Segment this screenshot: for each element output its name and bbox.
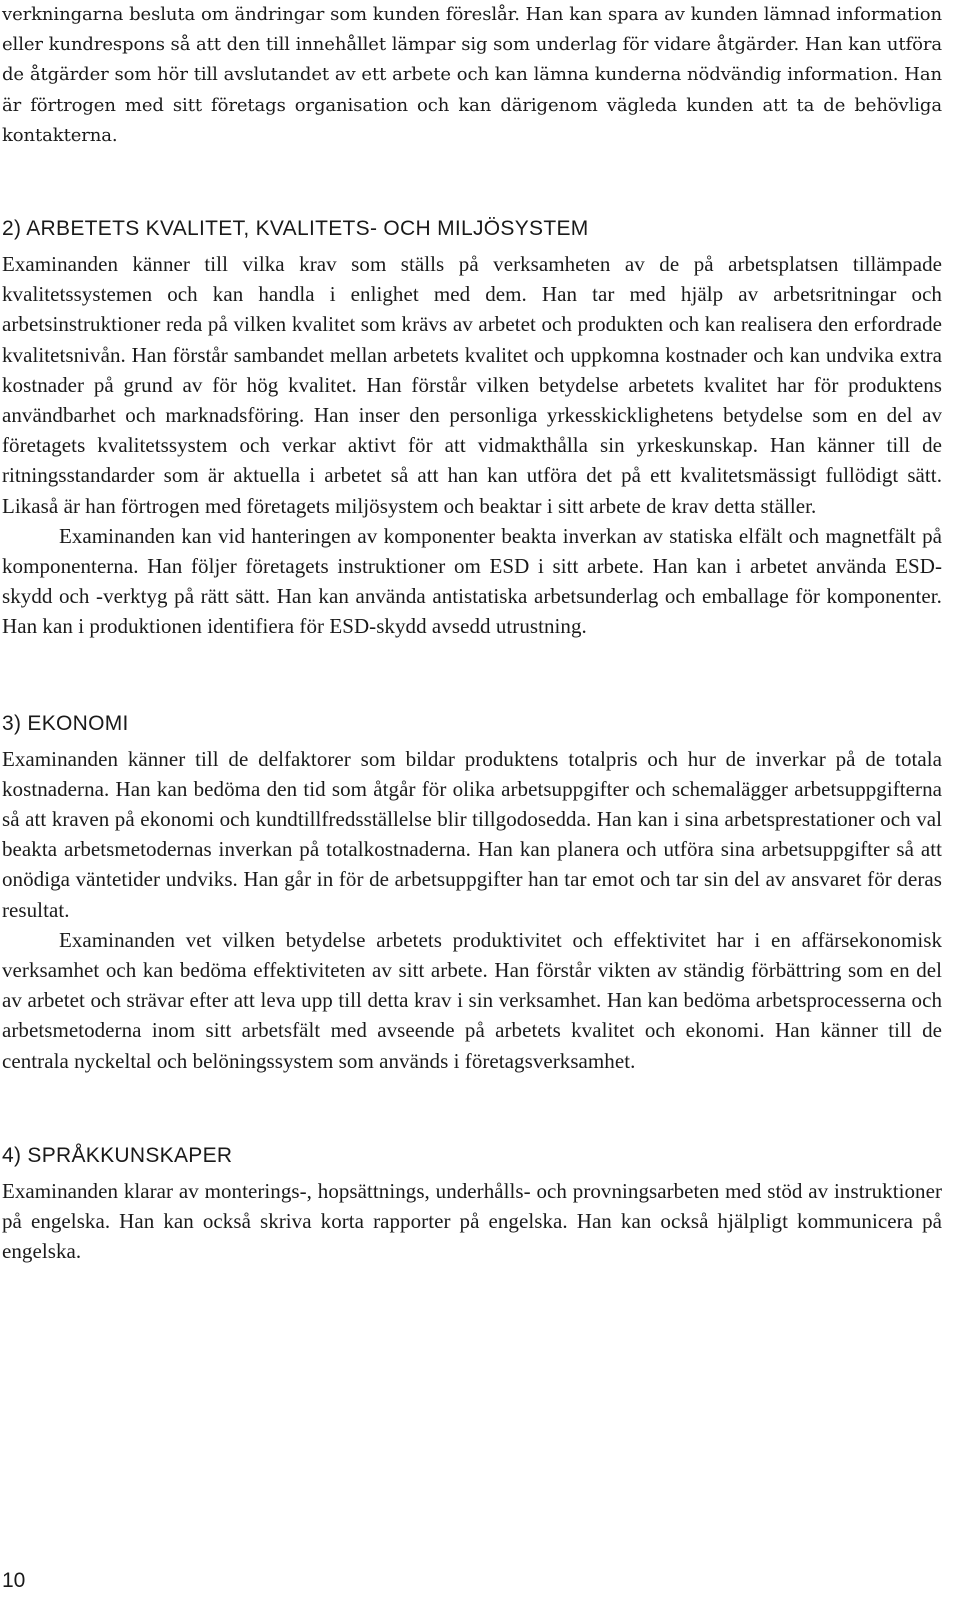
language-paragraph-1: Examinanden klarar av monterings-, hopsättnings, underhålls- och provningsarbeten med stöd av instruktioner på engelska. Han kan också skriva korta rapporter på engelska. Han kan också hjälpligt kommunicera på engelska. [2,1178,942,1264]
section-economy [2,710,942,1076]
section-heading-economy: 3) EKONOMI [2,711,129,735]
economy-paragraph-1: Examinanden känner till de delfaktorer som bildar produktens totalpris och hur de inverkar på de totala kostnaderna. Han kan bedöma den tid som åtgår för olika arbetsuppgifter och schemalägger arbetsuppgifterna så att kraven på ekonomi och kundtillfredsställelse blir tillgodosedda. Han kan i sina arbetsprestationer och val beakta arbetsmetodernas inverkan på totalkostnaderna. Han kan planera och utföra sina arbetsuppgifter så att onödiga väntetider undviks. Han går in för de arbetsuppgifter han tar emot och tar sin del av ansvaret för deras resultat. [2,746,942,922]
section-quality [2,215,942,642]
quality-paragraph-2: Examinanden kan vid hanteringen av komponenter beakta inverkan av statiska elfält och magnetfält på komponenterna. Han följer företagets instruktioner om ESD i sitt arbete. Han kan i arbetet använda ESD-skydd och -verktyg på rätt sätt. Han kan använda antistatiska arbetsunderlag och emballage för komponenter. Han kan i produktionen identifiera för ESD-skydd avsedd utrustning. [2,523,942,639]
section-language [2,1142,942,1267]
section-heading-language: 4) SPRÅKKUNSKAPER [2,1143,233,1167]
intro-paragraph: verkningarna besluta om ändringar som kunden föreslår. Han kan spara av kunden lämnad information eller kundrespons så att den till innehållet lämpar sig som underlag för vidare åtgärder. Han kan utföra de åtgärder som hör till avslutandet av ett arbete och kan lämna kunderna nödvändig information. Han är förtrogen med sitt företags organisation och kan därigenom vägleda kunden att ta de behövliga kontakterna. [2,4,942,146]
section-heading-quality: 2) ARBETETS KVALITET, KVALITETS- OCH MILJÖSYSTEM [2,217,589,241]
economy-paragraph-2: Examinanden vet vilken betydelse arbetets produktivitet och effektivitet har i en affärsekonomisk verksamhet och kan bedöma effektiviteten av sitt arbete. Han förstår vikten av ständig förbättring som en del av arbetet och strävar efter att leva upp till detta krav i sin verksamhet. Han kan bedöma arbetsprocesserna och arbetsmetoderna inom sitt arbetsfält med avseende på arbetets kvalitet och ekonomi. Han känner till de centrala nyckeltal och belöningssystem som används i företagsverksamhet. [2,927,942,1073]
document-page [2,0,942,1267]
quality-paragraph-1: Examinanden känner till vilka krav som ställs på verksamheten av de på arbetsplatsen tillämpade kvalitetssystemen och kan handla i enlighet med dem. Han tar med hjälp av arbetsritningar och arbetsinstruktioner reda på vilken kvalitet som krävs av arbetet och produkten och kan realisera den erfordrade kvalitetsnivån. Han förstår sambandet mellan arbetets kvalitet och uppkomna kostnader och kan undvika extra kostnader på grund av för hög kvalitet. Han förstår vilken betydelse arbetets kvalitet har för produktens användbarhet och marknadsföring. Han inser den personliga yrkesskicklighetens betydelse som en del av företagets kvalitetssystem och verkar aktivt för att vidmakthålla sin yrkeskunskap. Han känner till de ritningsstandarder som är aktuella i arbetet så att han kan utföra det på ett kvalitetsmässigt fullödigt sätt. Likaså är han förtrogen med företagets miljösystem och beaktar i sitt arbete de krav detta ställer. [2,252,942,518]
page-number: 10 [2,1569,26,1592]
